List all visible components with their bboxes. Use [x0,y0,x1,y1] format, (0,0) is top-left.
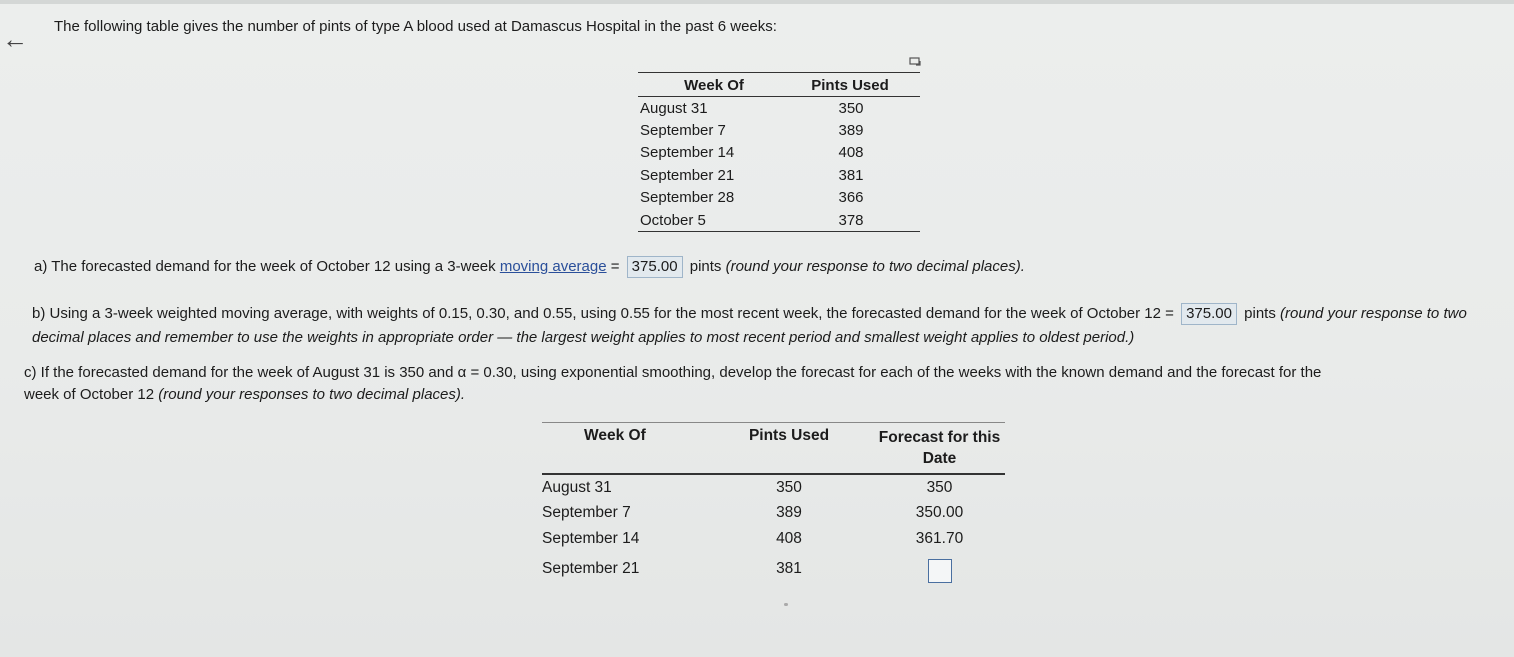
pints-cell: 381 [776,559,802,577]
week-cell: September 14 [542,529,640,547]
question-c-line2-text: week of October 12 [24,386,159,403]
pints-cell: 350 [776,478,802,496]
table-row [638,187,920,209]
question-b-note: (round your response to two decimal places and remember to use the weights in appropriate order — the largest weight applies to most recent period and smallest weight applies to oldest period.) [32,305,1467,346]
week-cell: September 14 [640,144,735,162]
pints-cell: 408 [838,144,864,162]
pints-cell: 381 [838,166,864,184]
forecast-table [542,422,1005,586]
question-a-suffix: pints [685,258,726,275]
pints-table [638,72,920,232]
table-row [542,474,1005,501]
top-bar [0,0,1514,4]
week-cell: August 31 [640,99,708,117]
forecast-cell: 361.70 [915,529,964,547]
question-b-text: b) Using a 3-week weighted moving average, with weights of 0.15, 0.30, and 0.55, using 0.55 for the most recent week, the forecasted demand for the week of October 12 = [32,305,1179,322]
question-b-suffix: pints [1239,305,1281,322]
pints-cell: 366 [838,189,864,207]
pints-cell: 350 [838,99,864,117]
week-cell: October 5 [638,209,790,232]
pints-cell: 378 [790,209,920,232]
stray-mark [784,603,788,606]
week-cell: September 21 [640,166,735,184]
question-a [34,256,1025,278]
col-header-forecast: Forecast for this Date [874,423,1005,475]
col-header-week: Week Of [638,73,790,97]
forecast-input-box[interactable] [928,559,952,583]
pints-cell: 408 [776,529,802,547]
table-row [542,552,1005,586]
forecast-cell: 350 [926,478,953,496]
table-row [638,119,920,141]
week-cell: September 7 [542,504,631,522]
forecast-cell: 350.00 [915,504,964,522]
question-c-line1: c) If the forecasted demand for the week of August 31 is 350 and α = 0.30, using exponential smoothing, develop the forecast for each of the weeks with the known demand and the forecast for the [24,364,1322,381]
week-cell: September 21 [542,559,640,577]
answer-b-field[interactable]: 375.00 [1181,303,1237,325]
table-row [542,501,1005,527]
col-header-pints: Pints Used [790,73,920,97]
question-a-eq: = [606,258,624,275]
table-row [638,142,920,164]
question-a-note: (round your response to two decimal places). [725,258,1025,275]
intro-text: The following table gives the number of pints of type A blood used at Damascus Hospital in the past 6 weeks: [54,18,777,35]
table-row [638,209,920,232]
question-a-prefix: a) The forecasted demand for the week of October 12 using a 3-week [34,258,500,275]
question-c-line2 [24,384,1514,406]
col-header-pints: Pints Used [704,423,874,475]
question-b [32,302,1512,350]
question-c-note: (round your responses to two decimal places). [158,386,466,403]
back-arrow-icon[interactable]: ← [2,24,28,54]
col-header-week: Week Of [542,423,704,475]
pints-cell: 389 [776,504,802,522]
table-row [542,526,1005,552]
pints-cell: 389 [838,122,864,140]
week-cell: September 28 [640,189,735,207]
table-row [638,97,920,120]
week-cell: September 7 [640,122,726,140]
expand-table-icon[interactable] [909,57,922,68]
table-row [638,164,920,186]
moving-average-link[interactable]: moving average [499,258,607,275]
answer-a-field[interactable]: 375.00 [627,256,683,278]
week-cell: August 31 [542,478,612,496]
question-c [24,362,1514,406]
forecast-cell [874,552,1005,586]
